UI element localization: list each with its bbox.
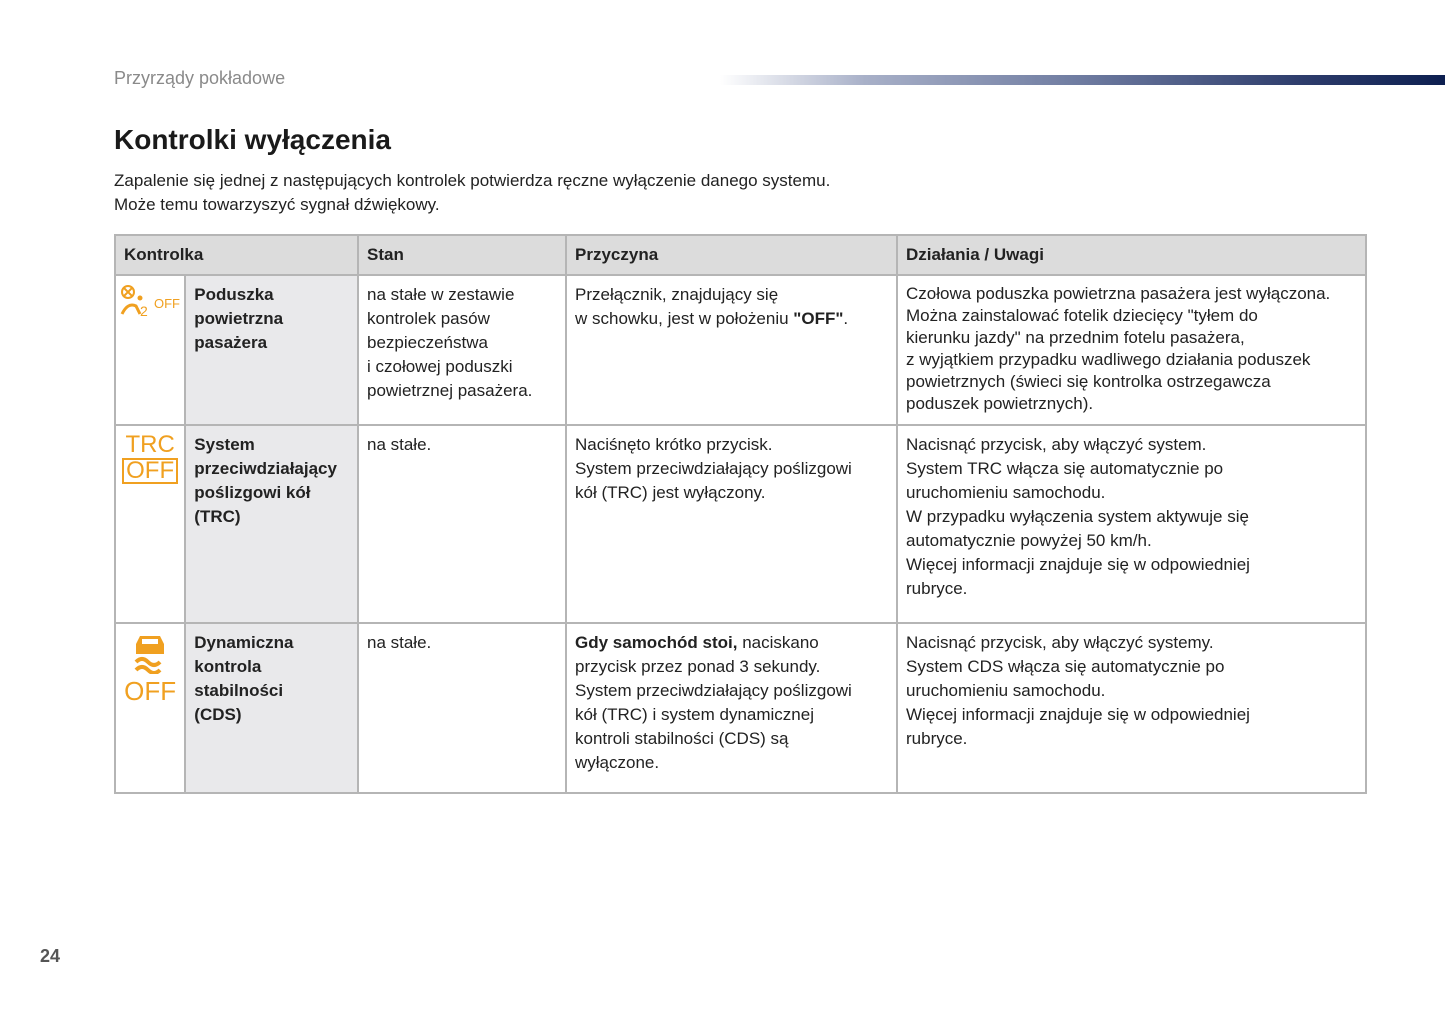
table-row	[115, 623, 1366, 793]
text-line: poślizgowi kół	[194, 483, 311, 502]
text-line	[575, 307, 888, 331]
trc-off-icon: TRC OFF	[115, 425, 185, 623]
light-name	[185, 425, 358, 623]
text-line	[906, 631, 1357, 655]
text: Więcej informacji znajduje się w odpowiedniej	[906, 555, 1250, 574]
text-line	[367, 307, 557, 331]
text: z wyjątkiem przypadku wadliwego działania poduszek	[906, 350, 1311, 369]
text: kół (TRC) jest wyłączony.	[575, 483, 766, 502]
text: Czołowa poduszka powietrzna pasażera jest wyłączona.	[906, 284, 1331, 303]
text: kierunku jazdy" na przednim fotelu pasażera,	[906, 328, 1245, 347]
text: wyłączone.	[575, 753, 660, 772]
text-line	[367, 379, 557, 403]
text: System TRC włącza się automatycznie po	[906, 459, 1224, 478]
text: automatycznie powyżej 50 km/h.	[906, 531, 1152, 550]
light-name	[185, 275, 358, 425]
stability-off-icon: OFF	[115, 623, 185, 793]
col-stan: Stan	[358, 235, 566, 275]
text: Naciśnęto krótko przycisk.	[575, 435, 773, 454]
przyczyna-cell	[566, 425, 897, 623]
svg-text:OFF: OFF	[154, 296, 180, 311]
text-line	[906, 349, 1357, 371]
text-line	[906, 529, 1357, 553]
text: na stałe w zestawie	[367, 285, 515, 304]
text-line	[575, 655, 888, 679]
text-line	[906, 655, 1357, 679]
table-row	[115, 275, 1366, 425]
text: poduszek powietrznych).	[906, 394, 1094, 413]
text-line: Poduszka	[194, 285, 274, 304]
text-line	[906, 727, 1357, 751]
text: Przełącznik, znajdujący się	[575, 285, 779, 304]
text: kontrolek pasów	[367, 309, 490, 328]
text: System CDS włącza się automatycznie po	[906, 657, 1225, 676]
warning-lights-table	[114, 234, 1367, 794]
stan-cell	[358, 623, 566, 793]
text-line	[575, 631, 888, 655]
stan-cell	[358, 275, 566, 425]
text: .	[843, 309, 849, 328]
svg-text:2: 2	[140, 303, 148, 319]
text: kontroli stabilności (CDS) są	[575, 729, 789, 748]
text: i czołowej poduszki	[367, 357, 513, 376]
intro-text	[114, 169, 830, 217]
text-line	[367, 433, 557, 457]
uwagi-cell	[897, 623, 1366, 793]
text: System przeciwdziałający poślizgowi	[575, 681, 852, 700]
text-line: System	[194, 435, 255, 454]
text-line	[906, 393, 1357, 415]
text: System przeciwdziałający poślizgowi	[575, 459, 852, 478]
text-line	[575, 703, 888, 727]
uwagi-cell	[897, 275, 1366, 425]
text-line	[906, 577, 1357, 601]
text-line: pasażera	[194, 333, 268, 352]
bold-text: "OFF"	[793, 309, 844, 328]
uwagi-cell	[897, 425, 1366, 623]
text: rubryce.	[906, 729, 968, 748]
text-line	[906, 457, 1357, 481]
page-title: Kontrolki wyłączenia	[114, 124, 391, 155]
text-line: Dynamiczna	[194, 633, 294, 652]
text-line	[575, 481, 888, 505]
text-line: przeciwdziałający	[194, 459, 337, 478]
text: Nacisnąć przycisk, aby włączyć system.	[906, 435, 1207, 454]
text: przycisk przez ponad 3 sekundy.	[575, 657, 821, 676]
text: kół (TRC) i system dynamicznej	[575, 705, 814, 724]
text-line	[367, 631, 557, 655]
text: powietrznej pasażera.	[367, 381, 533, 400]
intro-line: Zapalenie się jednej z następujących kontrolek potwierdza ręczne wyłączenie danego systemu.	[114, 171, 831, 190]
light-name	[185, 623, 358, 793]
text: na stałe.	[367, 633, 432, 652]
bold-text: Gdy samochód stoi,	[575, 633, 738, 652]
text: na stałe.	[367, 435, 432, 454]
text-line: kontrola	[194, 657, 262, 676]
text: rubryce.	[906, 579, 968, 598]
section-title: Przyrządy pokładowe	[114, 68, 286, 88]
text: w schowku, jest w położeniu	[575, 309, 794, 328]
text-line	[906, 327, 1357, 349]
text: W przypadku wyłączenia system aktywuje się	[906, 507, 1249, 526]
col-kontrolka: Kontrolka	[115, 235, 358, 275]
text-line	[575, 283, 888, 307]
przyczyna-cell	[566, 275, 897, 425]
text-line	[906, 371, 1357, 393]
text-line	[906, 703, 1357, 727]
text-line	[367, 283, 557, 307]
intro-line: Może temu towarzyszyć sygnał dźwiękowy.	[114, 195, 440, 214]
header-gradient-bar	[720, 75, 1445, 85]
text: Nacisnąć przycisk, aby włączyć systemy.	[906, 633, 1214, 652]
text-line: (TRC)	[194, 507, 241, 526]
page-number: 24	[40, 946, 61, 966]
text-line	[906, 305, 1357, 327]
text-line	[906, 505, 1357, 529]
text: Można zainstalować fotelik dziecięcy "tyłem do	[906, 306, 1258, 325]
text-line	[575, 433, 888, 457]
text-line	[575, 751, 888, 775]
text: powietrznych (świeci się kontrolka ostrzegawcza	[906, 372, 1271, 391]
stan-cell	[358, 425, 566, 623]
text-line	[575, 727, 888, 751]
text: Więcej informacji znajduje się w odpowiedniej	[906, 705, 1250, 724]
text-line	[906, 481, 1357, 505]
text-line: stabilności	[194, 681, 284, 700]
table-row	[115, 425, 1366, 623]
text-line	[906, 553, 1357, 577]
text: bezpieczeństwa	[367, 333, 488, 352]
text: uruchomieniu samochodu.	[906, 681, 1106, 700]
col-przyczyna: Przyczyna	[566, 235, 897, 275]
text: naciskano	[737, 633, 819, 652]
text-line	[575, 679, 888, 703]
airbag-off-icon	[115, 275, 185, 425]
text-line	[575, 457, 888, 481]
text-line	[906, 283, 1357, 305]
text-line: powietrzna	[194, 309, 284, 328]
col-uwagi: Działania / Uwagi	[897, 235, 1366, 275]
text-line	[367, 331, 557, 355]
text-line	[906, 433, 1357, 457]
text-line: (CDS)	[194, 705, 242, 724]
text-line	[906, 679, 1357, 703]
przyczyna-cell	[566, 623, 897, 793]
text-line	[367, 355, 557, 379]
text: uruchomieniu samochodu.	[906, 483, 1106, 502]
